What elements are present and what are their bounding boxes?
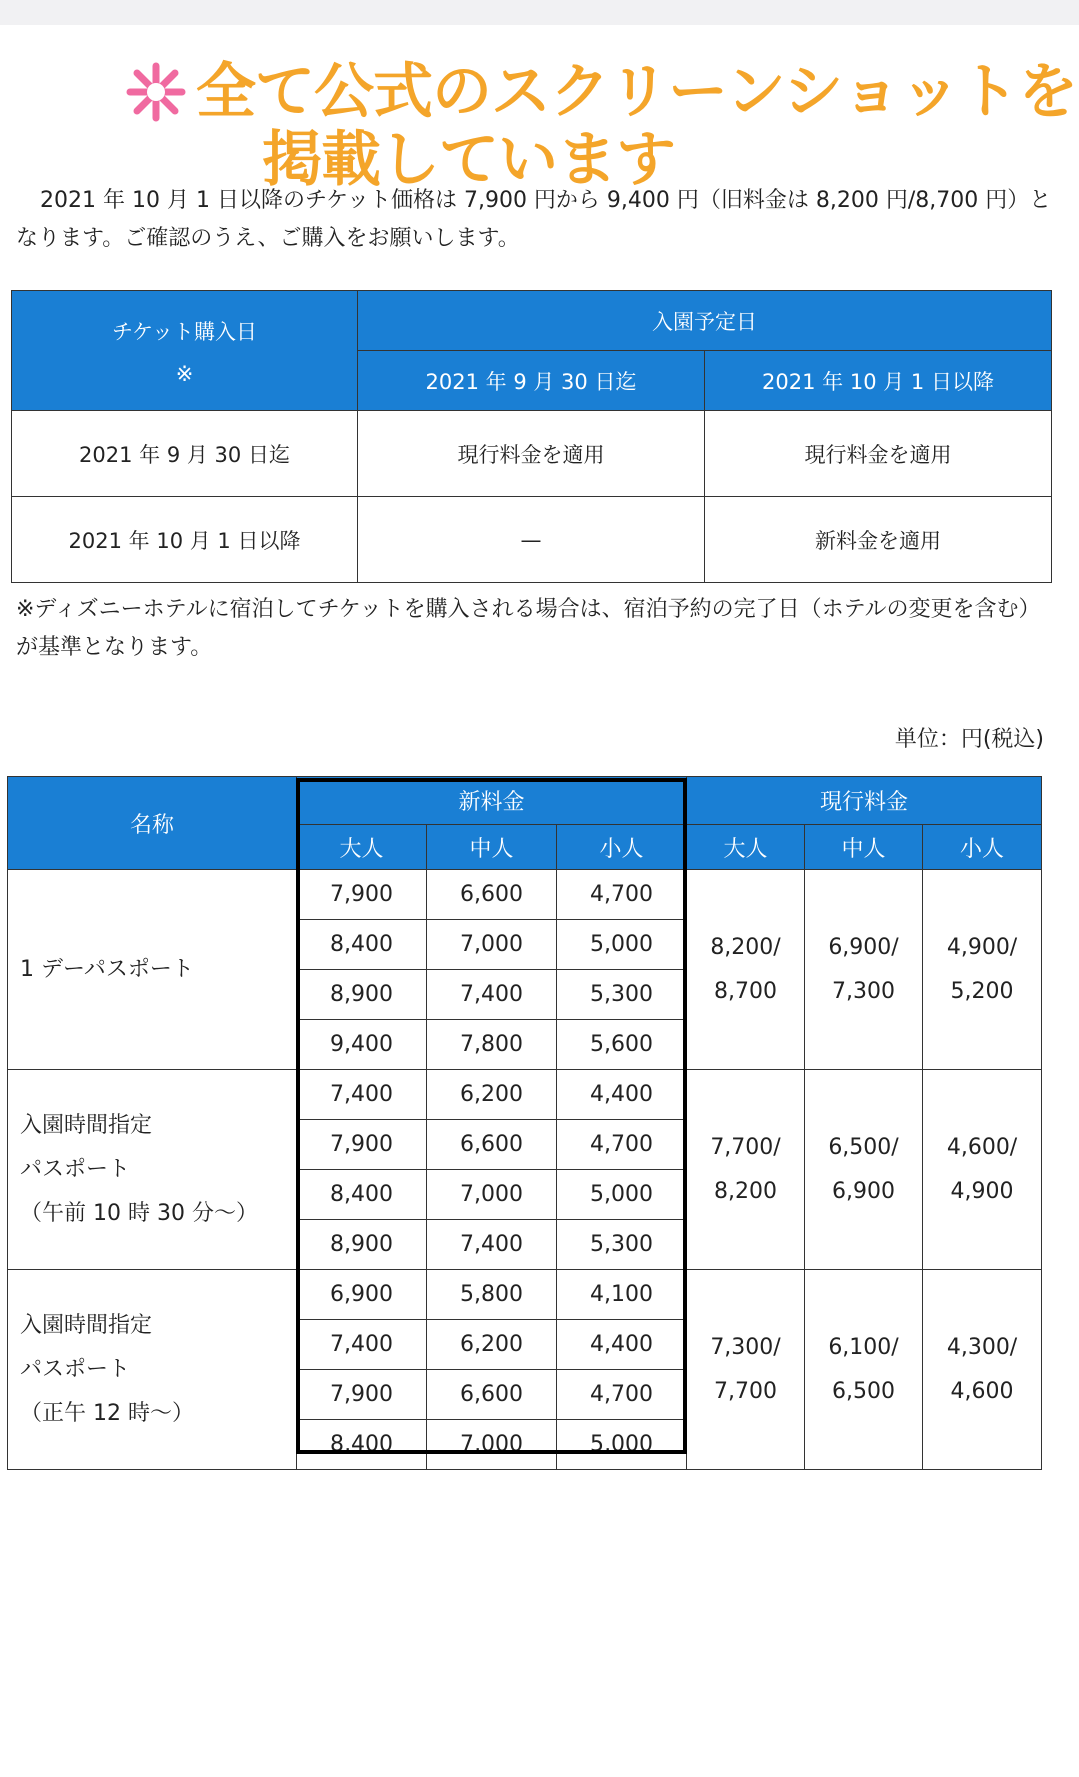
price-cell: 7,900 [297, 1120, 427, 1170]
rate-cell: 新料金を適用 [705, 497, 1052, 583]
current-price-line: 5,200 [950, 978, 1014, 1004]
visit-date-header: 入園予定日 [358, 291, 1052, 351]
current-price-line: 8,200 [714, 1178, 777, 1204]
ticket-name-1day [8, 870, 297, 1070]
current-price-line: 4,300/ [946, 1334, 1018, 1360]
flower-icon [124, 60, 188, 124]
note-line-1: ※ディズニーホテルに宿泊してチケットを購入される場合は、宿泊予約の完了日（ホテルの変更を含む） [16, 597, 1041, 622]
price-table [7, 776, 1042, 1470]
price-cell: 5,000 [557, 1420, 687, 1470]
table-row [8, 1070, 1042, 1120]
age-header-junior: 中人 [427, 825, 557, 870]
schedule-table [11, 290, 1052, 583]
ticket-name-line: パスポート [20, 1156, 131, 1182]
current-price-cell [687, 1270, 805, 1470]
current-price-cell [923, 1270, 1042, 1470]
current-price-line: 7,300/ [710, 1334, 781, 1360]
price-cell: 7,400 [427, 1220, 557, 1270]
current-price-line: 4,900/ [946, 934, 1018, 960]
price-cell: 9,400 [297, 1020, 427, 1070]
ticket-name-line: パスポート [20, 1356, 131, 1382]
headline-line-1: 全て公式のスクリーンショットを [196, 57, 1078, 127]
age-header-adult: 大人 [297, 825, 427, 870]
hotel-note [16, 591, 1056, 667]
price-cell: 5,600 [557, 1020, 687, 1070]
unit-label: 単位：円(税込) [894, 727, 1044, 752]
age-header-junior: 中人 [805, 825, 923, 870]
price-cell: 6,200 [427, 1070, 557, 1120]
age-header-child: 小人 [557, 825, 687, 870]
headline-line-2: 掲載しています [262, 125, 675, 195]
current-price-line: 6,100/ [828, 1334, 899, 1360]
price-cell: 8,400 [297, 1170, 427, 1220]
purchase-date-header [12, 291, 358, 411]
price-cell: 7,400 [297, 1070, 427, 1120]
table-row [8, 1270, 1042, 1320]
price-cell: 8,400 [297, 1420, 427, 1470]
current-price-cell [687, 1070, 805, 1270]
price-cell: 6,200 [427, 1320, 557, 1370]
ticket-name-line: 入園時間指定 [20, 1112, 153, 1138]
intro-text [16, 182, 1056, 258]
ticket-name-line: （正午 12 時〜） [20, 1400, 194, 1426]
price-cell: 6,600 [427, 1120, 557, 1170]
price-cell: 6,600 [427, 1370, 557, 1420]
ticket-name-line: 1 デーパスポート [20, 956, 194, 982]
table-row [8, 870, 1042, 920]
price-cell: 8,900 [297, 1220, 427, 1270]
price-cell: 7,800 [427, 1020, 557, 1070]
price-cell: 5,000 [557, 1170, 687, 1220]
rate-cell: 現行料金を適用 [358, 411, 705, 497]
price-cell: 7,400 [427, 970, 557, 1020]
current-price-line: 8,700 [714, 978, 777, 1004]
intro-line-1: 2021 年 10 月 1 日以降のチケット価格は 7,900 円から 9,400 円（旧料金は 8,200 円/8,700 円）と [40, 188, 1052, 213]
price-cell: 4,700 [557, 1120, 687, 1170]
visit-col-after: 2021 年 10 月 1 日以降 [705, 351, 1052, 411]
ticket-name-early-entry [8, 1070, 297, 1270]
status-bar [0, 0, 1079, 25]
current-price-header: 現行料金 [687, 777, 1042, 825]
purchase-date-cell: 2021 年 9 月 30 日迄 [12, 411, 358, 497]
price-cell: 7,400 [297, 1320, 427, 1370]
current-price-cell [805, 1070, 923, 1270]
price-cell: 5,800 [427, 1270, 557, 1320]
current-price-line: 6,500/ [828, 1134, 899, 1160]
current-price-line: 6,900 [832, 1178, 895, 1204]
current-price-cell [805, 870, 923, 1070]
price-cell: 5,300 [557, 1220, 687, 1270]
rate-cell: — [358, 497, 705, 583]
name-header: 名称 [8, 777, 297, 870]
table-row [12, 411, 1052, 497]
current-price-line: 6,500 [832, 1378, 895, 1404]
price-cell: 6,600 [427, 870, 557, 920]
price-cell: 8,400 [297, 920, 427, 970]
current-price-cell [805, 1270, 923, 1470]
price-cell: 4,400 [557, 1320, 687, 1370]
current-price-line: 4,600 [950, 1378, 1014, 1404]
current-price-line: 8,200/ [710, 934, 781, 960]
price-cell: 6,900 [297, 1270, 427, 1320]
price-cell: 7,900 [297, 1370, 427, 1420]
current-price-line: 6,900/ [828, 934, 899, 960]
price-cell: 5,000 [557, 920, 687, 970]
price-cell: 8,900 [297, 970, 427, 1020]
current-price-cell [687, 870, 805, 1070]
price-cell: 4,700 [557, 1370, 687, 1420]
age-header-adult: 大人 [687, 825, 805, 870]
price-cell: 4,400 [557, 1070, 687, 1120]
current-price-line: 4,900 [950, 1178, 1014, 1204]
price-cell: 5,300 [557, 970, 687, 1020]
current-price-cell [923, 870, 1042, 1070]
rate-cell: 現行料金を適用 [705, 411, 1052, 497]
price-cell: 7,000 [427, 1420, 557, 1470]
current-price-line: 4,600/ [946, 1134, 1018, 1160]
new-price-header: 新料金 [297, 777, 687, 825]
price-cell: 7,000 [427, 1170, 557, 1220]
price-cell: 7,000 [427, 920, 557, 970]
current-price-cell [923, 1070, 1042, 1270]
price-cell: 7,900 [297, 870, 427, 920]
age-header-child: 小人 [923, 825, 1042, 870]
note-line-2: が基準となります。 [16, 635, 213, 660]
price-cell: 4,100 [557, 1270, 687, 1320]
purchase-date-cell: 2021 年 10 月 1 日以降 [12, 497, 358, 583]
current-price-line: 7,300 [832, 978, 895, 1004]
purchase-date-mark: ※ [175, 361, 194, 386]
intro-line-2: なります。ご確認のうえ、ご購入をお願いします。 [16, 226, 520, 251]
ticket-name-line: （午前 10 時 30 分〜） [20, 1200, 258, 1226]
purchase-date-header-label: チケット購入日 [111, 319, 258, 344]
price-cell: 4,700 [557, 870, 687, 920]
ticket-name-noon-entry [8, 1270, 297, 1470]
ticket-name-line: 入園時間指定 [20, 1312, 153, 1338]
current-price-line: 7,700/ [710, 1134, 781, 1160]
current-price-line: 7,700 [714, 1378, 777, 1404]
table-row [12, 497, 1052, 583]
visit-col-before: 2021 年 9 月 30 日迄 [358, 351, 705, 411]
